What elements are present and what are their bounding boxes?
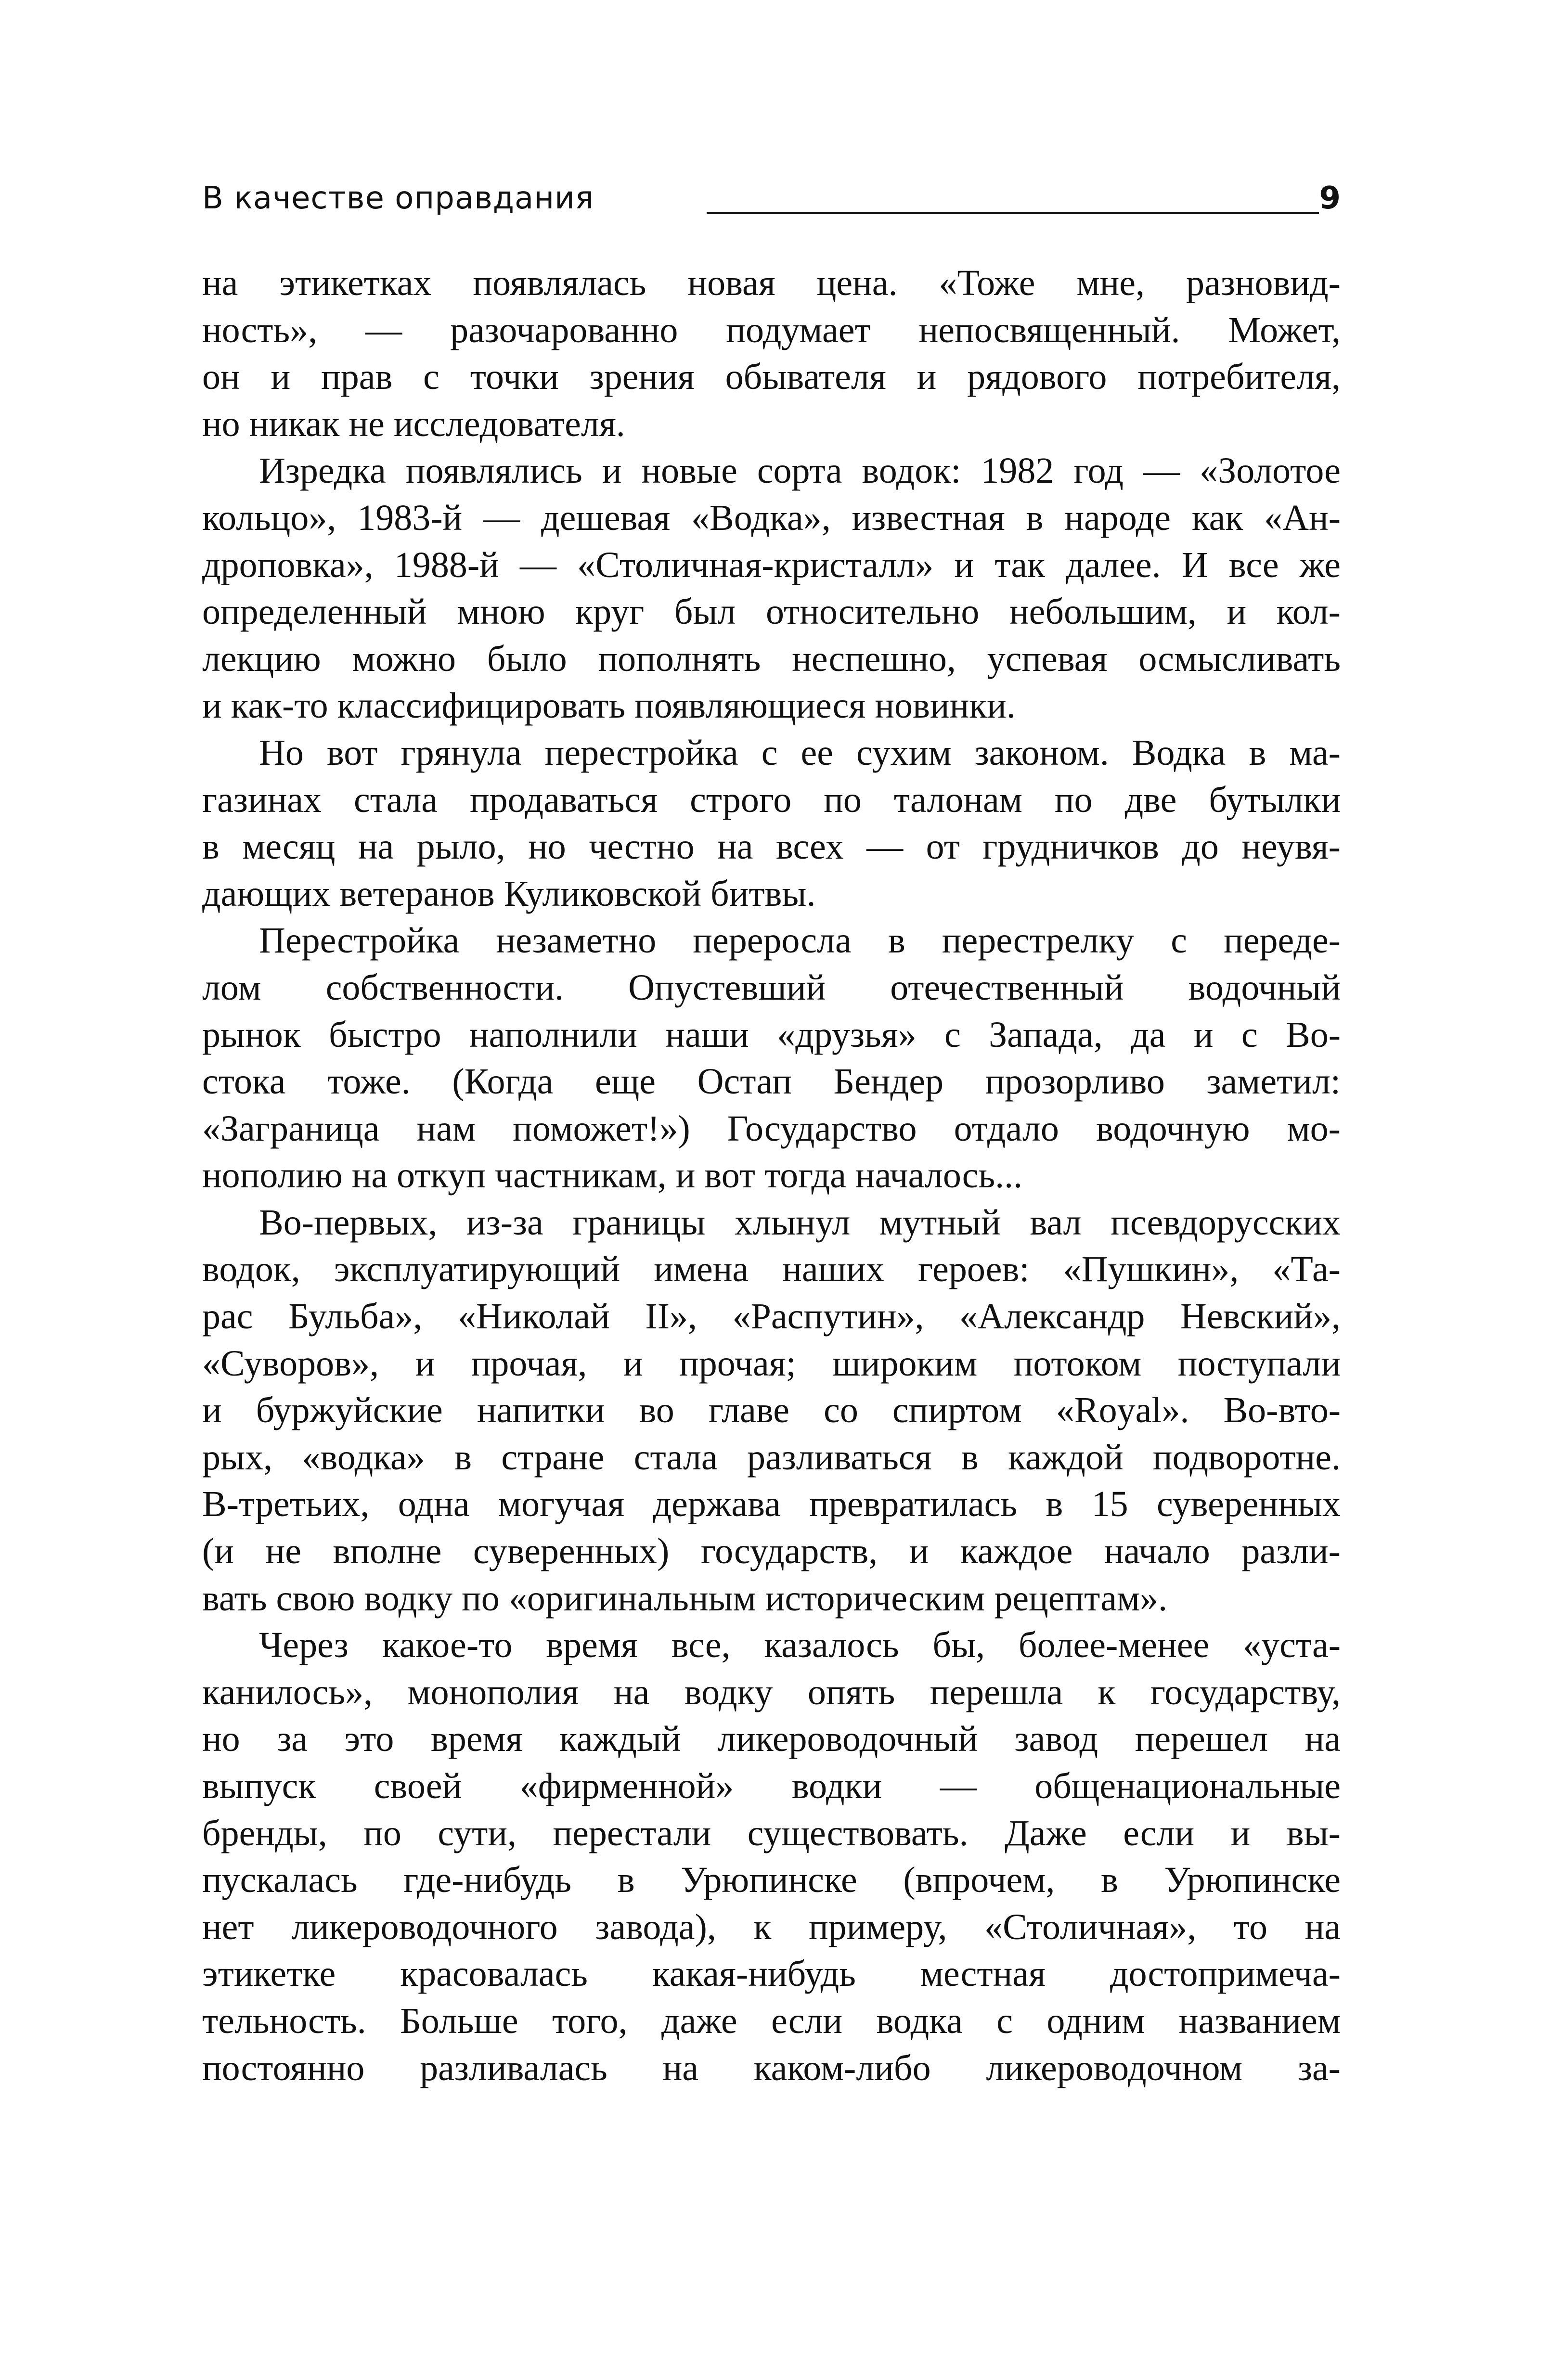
text-line: он и прав с точки зрения обывателя и рядового потребителя, bbox=[202, 357, 1341, 398]
text-line: но за это время каждый ликероводочный завод перешел на bbox=[202, 1719, 1341, 1760]
text-line: вать свою водку по «оригинальным историческим рецептам». bbox=[202, 1578, 1168, 1619]
text-line: постоянно разливалась на каком-либо ликероводочном за- bbox=[202, 2047, 1341, 2088]
running-title: В качестве оправдания bbox=[202, 180, 594, 216]
text-line: Через какое-то время все, казалось бы, более-менее «уста- bbox=[259, 1625, 1341, 1666]
text-line: Изредка появлялись и новые сорта водок: 1982 год — «Золотое bbox=[259, 450, 1341, 491]
text-line: лекцию можно было пополнять неспешно, успевая осмысливать bbox=[202, 638, 1341, 679]
text-line: водок, эксплуатирующий имена наших героев: «Пушкин», «Та- bbox=[202, 1249, 1341, 1290]
text-line: но никак не исследователя. bbox=[202, 403, 625, 444]
text-line: на этикетках появлялась новая цена. «Тоже мне, разновид- bbox=[202, 263, 1341, 303]
text-line: В-третьих, одна могучая держава превратилась в 15 суверенных bbox=[202, 1484, 1341, 1525]
text-line: дроповка», 1988-й — «Столичная-кристалл» и так далее. И все же bbox=[202, 544, 1341, 585]
text-line: «Заграница нам поможет!») Государство отдало водочную мо- bbox=[202, 1108, 1341, 1149]
text-line: стока тоже. (Когда еще Остап Бендер прозорливо заметил: bbox=[202, 1061, 1341, 1102]
text-line: бренды, по сути, перестали существовать. Даже если и вы- bbox=[202, 1813, 1341, 1853]
text-line: ность», — разочарованно подумает непосвященный. Может, bbox=[202, 309, 1341, 350]
text-line: Перестройка незаметно переросла в перестрелку с переде- bbox=[259, 920, 1341, 961]
text-line: рых, «водка» в стране стала разливаться в каждой подворотне. bbox=[202, 1437, 1341, 1478]
text-line: дающих ветеранов Куликовской битвы. bbox=[202, 873, 816, 914]
text-line: и как-то классифицировать появляющиеся новинки. bbox=[202, 685, 1016, 726]
running-header bbox=[202, 179, 1341, 222]
text-line: нополию на откуп частникам, и вот тогда началось... bbox=[202, 1155, 1023, 1196]
body-text bbox=[202, 260, 1341, 2092]
text-line: лом собственности. Опустевший отечественный водочный bbox=[202, 967, 1341, 1008]
text-line: газинах стала продаваться строго по талонам по две бутылки bbox=[202, 779, 1341, 820]
text-line: (и не вполне суверенных) государств, и каждое начало разли- bbox=[202, 1531, 1341, 1572]
text-line: канилось», монополия на водку опять перешла к государству, bbox=[202, 1672, 1341, 1712]
text-line: нет ликероводочного завода), к примеру, «Столичная», то на bbox=[202, 1906, 1341, 1947]
text-line: рынок быстро наполнили наши «друзья» с Запада, да и с Во- bbox=[202, 1014, 1341, 1055]
text-line: этикетке красовалась какая-нибудь местная достопримеча- bbox=[202, 1954, 1341, 1994]
page-number: 9 bbox=[1319, 180, 1341, 216]
text-line: Во-первых, из-за границы хлынул мутный вал псевдорусских bbox=[259, 1202, 1341, 1243]
header-rule bbox=[707, 212, 1319, 214]
text-line: определенный мною круг был относительно небольшим, и кол- bbox=[202, 592, 1341, 632]
text-line: Но вот грянула перестройка с ее сухим законом. Водка в ма- bbox=[259, 732, 1341, 773]
text-line: тельность. Больше того, даже если водка с одним названием bbox=[202, 2000, 1341, 2041]
text-line: в месяц на рыло, но честно на всех — от грудничков до неувя- bbox=[202, 826, 1341, 867]
text-line: и буржуйские напитки во главе со спиртом «Royal». Во-вто- bbox=[202, 1390, 1341, 1431]
text-line: выпуск своей «фирменной» водки — общенациональные bbox=[202, 1766, 1341, 1806]
text-line: пускалась где-нибудь в Урюпинске (впрочем, в Урюпинске bbox=[202, 1860, 1341, 1901]
text-line: «Суворов», и прочая, и прочая; широким потоком поступали bbox=[202, 1343, 1341, 1384]
text-line: рас Бульба», «Николай II», «Распутин», «Александр Невский», bbox=[202, 1296, 1341, 1337]
text-line: кольцо», 1983-й — дешевая «Водка», известная в народе как «Ан- bbox=[202, 497, 1341, 538]
